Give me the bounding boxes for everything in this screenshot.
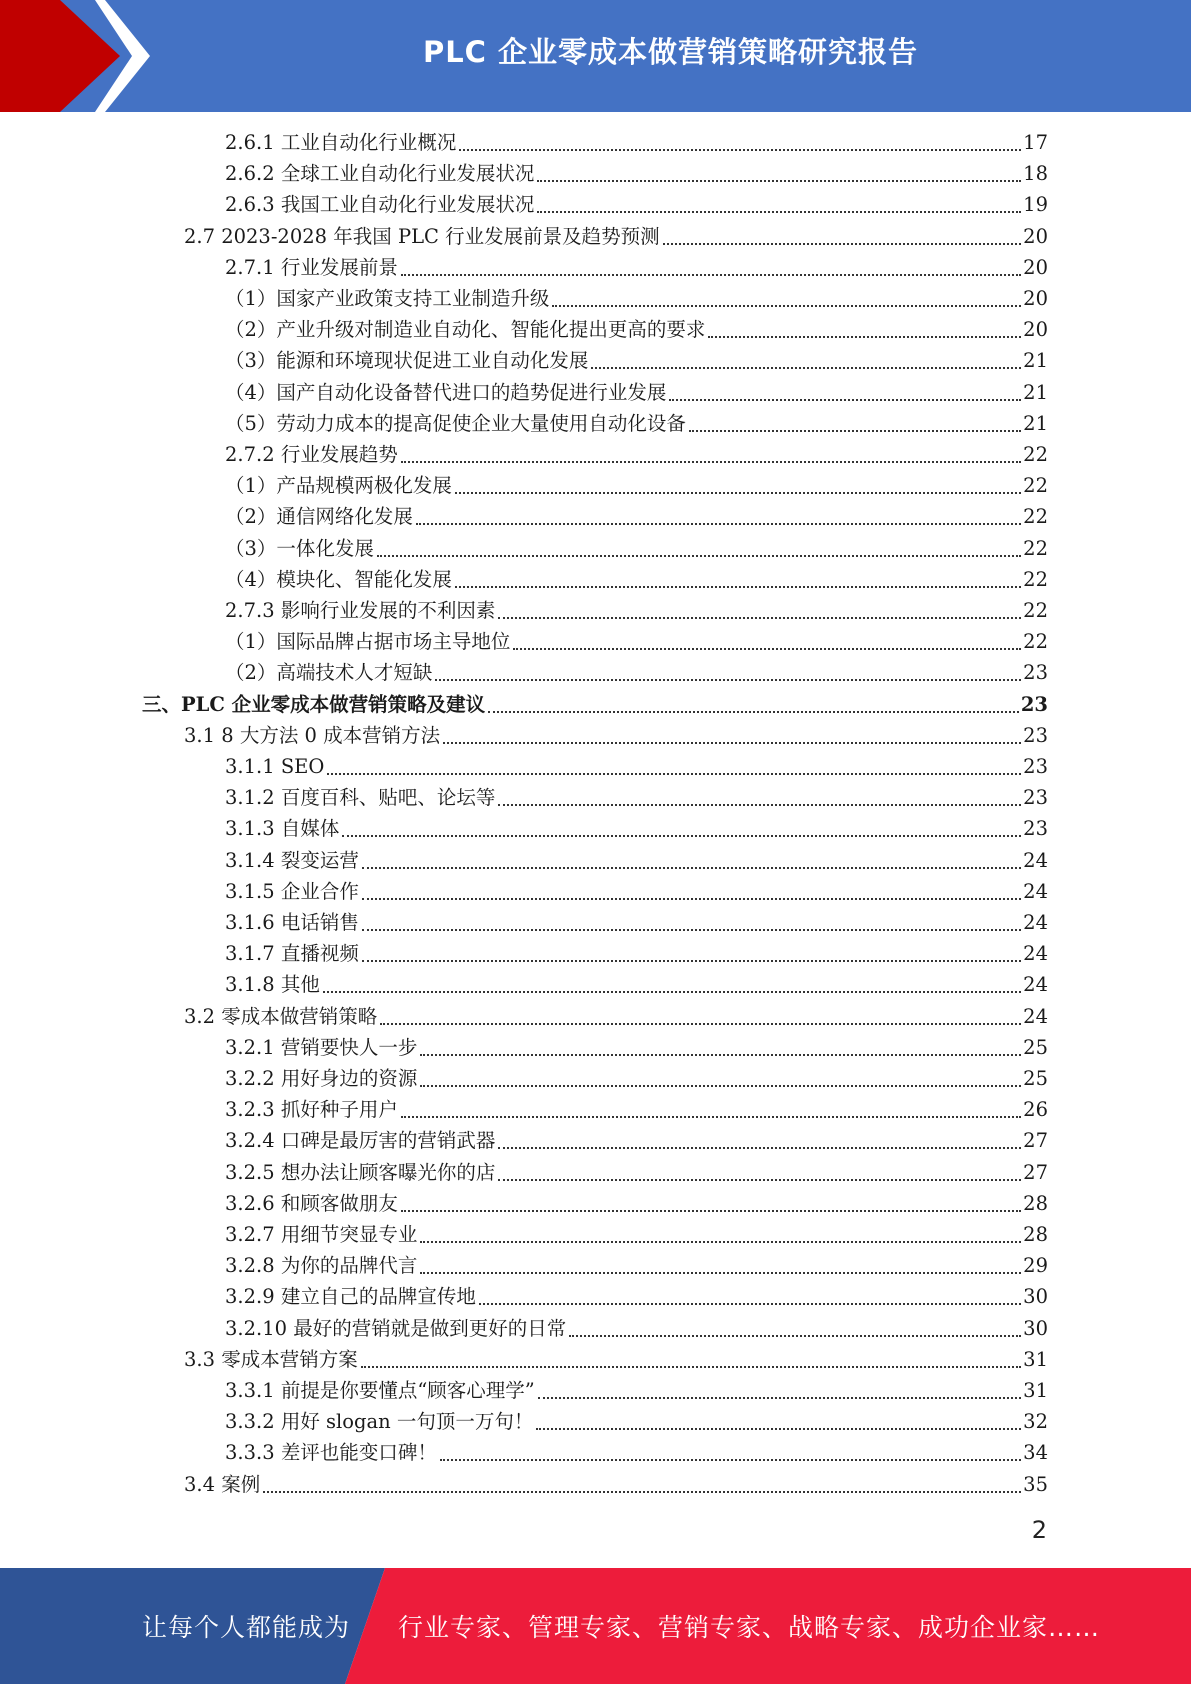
toc-dot-leader — [420, 1075, 1021, 1087]
toc-entry-title: 3.2 零成本做营销策略 — [184, 1004, 378, 1028]
toc-dot-leader — [420, 1044, 1021, 1056]
toc-entry-title: （2）高端技术人才短缺 — [225, 661, 433, 685]
toc-dot-leader — [362, 857, 1021, 869]
toc-dot-leader — [663, 233, 1022, 245]
toc-entry-page: 34 — [1023, 1441, 1048, 1465]
toc-entry-page: 20 — [1023, 255, 1048, 279]
toc-entry-title: 2.7.1 行业发展前景 — [225, 255, 398, 279]
toc-entry-page: 18 — [1023, 162, 1048, 186]
toc-entry[interactable] — [184, 721, 1048, 751]
toc-entry-title: 3.2.7 用细节突显专业 — [225, 1223, 418, 1246]
toc-entry-page: 25 — [1023, 1067, 1048, 1090]
toc-entry-title: 3.1.1 SEO — [225, 755, 325, 778]
toc-entry-title: 3.1.4 裂变运营 — [225, 848, 359, 872]
toc-entry[interactable] — [225, 409, 1048, 439]
toc-entry-title: （4）模块化、智能化发展 — [225, 567, 452, 591]
toc-entry-page: 24 — [1023, 911, 1048, 934]
toc-entry-title: 3.1.5 企业合作 — [225, 879, 359, 903]
toc-dot-leader — [401, 1106, 1021, 1118]
toc-entry-title: 2.6.1 工业自动化行业概况 — [225, 131, 457, 154]
toc-dot-leader — [459, 139, 1021, 151]
toc-entry-page: 24 — [1023, 879, 1048, 903]
toc-dot-leader — [569, 1325, 1021, 1337]
toc-dot-leader — [537, 201, 1021, 213]
toc-dot-leader — [498, 1137, 1021, 1149]
toc-dot-leader — [362, 888, 1021, 900]
toc-entry-page: 17 — [1023, 131, 1048, 154]
toc-entry-page: 22 — [1023, 474, 1048, 498]
footer-banner — [0, 1568, 1191, 1684]
toc-entry-title: （1）国际品牌占据市场主导地位 — [225, 630, 511, 654]
toc-dot-leader — [361, 1356, 1021, 1368]
toc-entry[interactable] — [225, 565, 1048, 595]
toc-entry-title: 3.2.9 建立自己的品牌宣传地 — [225, 1285, 476, 1309]
toc-entry-title: 3.1 8 大方法 0 成本营销方法 — [184, 723, 441, 747]
toc-dot-leader — [263, 1481, 1021, 1493]
toc-entry[interactable] — [225, 128, 1048, 158]
toc-entry-title: 3.1.2 百度百科、贴吧、论坛等 — [225, 786, 496, 810]
toc-entry-title: 2.7 2023-2028 年我国 PLC 行业发展前景及趋势预测 — [184, 224, 660, 248]
toc-entry-page: 31 — [1023, 1379, 1048, 1402]
toc-dot-leader — [420, 1262, 1021, 1274]
toc-entry[interactable] — [225, 502, 1048, 532]
toc-dot-leader — [420, 1231, 1021, 1243]
toc-entry-title: 3.1.8 其他 — [225, 973, 320, 997]
toc-dot-leader — [552, 295, 1021, 307]
toc-entry-title: （2）产业升级对制造业自动化、智能化提出更高的要求 — [225, 318, 706, 342]
toc-dot-leader — [591, 357, 1021, 369]
toc-entry-page: 20 — [1023, 318, 1048, 342]
footer-slogan-right: 行业专家、管理专家、营销专家、战略专家、成功企业家…… — [398, 1613, 1101, 1642]
toc-entry-page: 20 — [1023, 287, 1048, 310]
toc-entry[interactable] — [225, 908, 1048, 938]
toc-entry-title: 3.2.2 用好身边的资源 — [225, 1067, 418, 1090]
toc-entry[interactable] — [225, 284, 1048, 314]
toc-dot-leader — [401, 1200, 1021, 1212]
toc-entry[interactable] — [225, 534, 1048, 564]
toc-entry-title: 3.2.4 口碑是最厉害的营销武器 — [225, 1129, 496, 1153]
toc-dot-leader — [435, 669, 1021, 681]
toc-entry-title: 3.2.5 想办法让顾客曝光你的店 — [225, 1160, 496, 1184]
toc-entry-title: （3）一体化发展 — [225, 536, 374, 560]
toc-entry-title: （5）劳动力成本的提高促使企业大量使用自动化设备 — [225, 411, 686, 435]
toc-dot-leader — [362, 950, 1021, 962]
toc-entry[interactable] — [225, 159, 1048, 189]
toc-dot-leader — [669, 389, 1021, 401]
toc-dot-leader — [440, 1449, 1021, 1461]
toc-entry[interactable] — [225, 346, 1048, 376]
toc-entry[interactable] — [225, 970, 1048, 1000]
toc-entry-title: （3）能源和环境现状促进工业自动化发展 — [225, 349, 589, 373]
toc-dot-leader — [498, 1169, 1021, 1181]
toc-entry[interactable] — [225, 1220, 1048, 1250]
toc-entry[interactable] — [184, 1470, 1048, 1500]
toc-entry[interactable] — [225, 1095, 1048, 1125]
toc-entry-page: 21 — [1023, 380, 1048, 404]
toc-entry-title: 3.3.1 前提是你要懂点“顾客心理学” — [225, 1379, 535, 1402]
toc-entry-title: 3.3.2 用好 slogan 一句顶一万句！ — [225, 1410, 534, 1434]
toc-entry-title: （2）通信网络化发展 — [225, 505, 413, 529]
toc-entry-title: 3.1.7 直播视频 — [225, 942, 359, 966]
toc-dot-leader — [498, 607, 1021, 619]
toc-entry-title: 3.4 案例 — [184, 1472, 261, 1496]
toc-entry[interactable] — [225, 1189, 1048, 1219]
toc-entry[interactable] — [225, 752, 1048, 782]
toc-entry[interactable] — [225, 1376, 1048, 1406]
header-red-chevron — [0, 0, 120, 112]
toc-dot-leader — [380, 1013, 1021, 1025]
toc-entry[interactable] — [142, 690, 1048, 720]
toc-entry-page: 21 — [1023, 349, 1048, 373]
toc-dot-leader — [362, 919, 1021, 931]
toc-entry[interactable] — [225, 939, 1048, 969]
toc-entry-page: 24 — [1023, 973, 1048, 997]
toc-dot-leader — [708, 326, 1021, 338]
toc-dot-leader — [513, 638, 1021, 650]
toc-entry[interactable] — [225, 1126, 1048, 1156]
toc-entry-page: 28 — [1023, 1191, 1048, 1215]
toc-entry-page: 23 — [1023, 755, 1048, 778]
toc-entry-page: 28 — [1023, 1223, 1048, 1246]
toc-entry-page: 31 — [1023, 1347, 1048, 1371]
toc-entry-page: 19 — [1023, 193, 1048, 217]
toc-entry[interactable] — [225, 1407, 1048, 1437]
toc-entry-title: 3.2.10 最好的营销就是做到更好的日常 — [225, 1316, 567, 1340]
page-number: 2 — [1031, 1516, 1047, 1544]
toc-entry[interactable] — [225, 1438, 1048, 1468]
toc-dot-leader — [327, 763, 1021, 775]
toc-dot-leader — [401, 451, 1021, 463]
toc-dot-leader — [323, 981, 1021, 993]
toc-entry-page: 22 — [1023, 630, 1048, 654]
toc-entry-page: 32 — [1023, 1410, 1048, 1434]
toc-entry-page: 30 — [1023, 1316, 1048, 1340]
toc-entry-page: 23 — [1023, 661, 1048, 685]
toc-entry[interactable] — [225, 1064, 1048, 1094]
toc-entry[interactable] — [225, 1282, 1048, 1312]
toc-entry-page: 21 — [1023, 411, 1048, 435]
toc-entry-page: 23 — [1020, 692, 1048, 716]
toc-entry-title: （4）国产自动化设备替代进口的趋势促进行业发展 — [225, 380, 667, 404]
toc-entry-title: 3.1.3 自媒体 — [225, 817, 340, 841]
toc-entry-page: 30 — [1023, 1285, 1048, 1309]
toc-entry-page: 27 — [1023, 1160, 1048, 1184]
toc-entry-page: 29 — [1023, 1254, 1048, 1278]
toc-entry-title: 3.2.3 抓好种子用户 — [225, 1098, 398, 1122]
toc-dot-leader — [416, 513, 1021, 525]
toc-dot-leader — [537, 170, 1021, 182]
toc-entry[interactable] — [225, 658, 1048, 688]
toc-entry-page: 27 — [1023, 1129, 1048, 1153]
toc-entry[interactable] — [225, 1251, 1048, 1281]
toc-dot-leader — [455, 576, 1021, 588]
toc-entry[interactable] — [225, 378, 1048, 408]
toc-entry[interactable] — [225, 627, 1048, 657]
toc-entry[interactable] — [225, 1033, 1048, 1063]
toc-entry-title: 2.7.2 行业发展趋势 — [225, 443, 398, 466]
toc-entry-page: 25 — [1023, 1035, 1048, 1059]
toc-dot-leader — [342, 825, 1021, 837]
toc-dot-leader — [488, 701, 1019, 713]
toc-dot-leader — [536, 1418, 1021, 1430]
toc-entry[interactable] — [225, 596, 1048, 626]
toc-entry[interactable] — [184, 1345, 1048, 1375]
toc-entry-title: （1）国家产业政策支持工业制造升级 — [225, 287, 550, 310]
toc-dot-leader — [498, 794, 1021, 806]
toc-entry-title: 2.6.2 全球工业自动化行业发展状况 — [225, 162, 535, 186]
footer-slogan-left: 让每个人都能成为 — [142, 1613, 351, 1642]
toc-entry-page: 22 — [1023, 536, 1048, 560]
toc-entry[interactable] — [225, 440, 1048, 470]
toc-dot-leader — [479, 1293, 1021, 1305]
toc-entry-page: 24 — [1023, 942, 1048, 966]
toc-entry-page: 22 — [1023, 505, 1048, 529]
toc-dot-leader — [538, 1387, 1021, 1399]
document-title: PLC 企业零成本做营销策略研究报告 — [422, 35, 919, 69]
toc-entry-title: 3.3 零成本营销方案 — [184, 1347, 358, 1371]
header-banner — [0, 0, 1191, 112]
toc-entry-page: 20 — [1023, 224, 1048, 248]
toc-entry[interactable] — [225, 814, 1048, 844]
toc-entry[interactable] — [225, 190, 1048, 220]
toc-entry-page: 22 — [1023, 567, 1048, 591]
toc-entry-page: 26 — [1023, 1098, 1048, 1122]
toc-dot-leader — [443, 732, 1021, 744]
toc-dot-leader — [455, 482, 1021, 494]
toc-entry-page: 23 — [1023, 786, 1048, 810]
toc-entry-title: 2.7.3 影响行业发展的不利因素 — [225, 599, 496, 622]
toc-entry[interactable] — [225, 877, 1048, 907]
toc-dot-leader — [401, 264, 1021, 276]
toc-entry[interactable] — [184, 1002, 1048, 1032]
toc-entry-title: 3.2.1 营销要快人一步 — [225, 1035, 418, 1059]
toc-dot-leader — [689, 420, 1021, 432]
toc-entry[interactable] — [225, 1314, 1048, 1344]
toc-entry-page: 24 — [1023, 848, 1048, 872]
toc-entry[interactable] — [225, 846, 1048, 876]
toc-entry-title: 3.2.8 为你的品牌代言 — [225, 1254, 418, 1278]
toc-entry-page: 23 — [1023, 723, 1048, 747]
toc-entry-title: 3.1.6 电话销售 — [225, 911, 359, 934]
toc-entry-page: 22 — [1023, 443, 1048, 466]
toc-entry-title: 3.3.3 差评也能变口碑！ — [225, 1441, 437, 1465]
toc-entry[interactable] — [184, 222, 1048, 252]
toc-entry[interactable] — [225, 783, 1048, 813]
toc-entry-page: 24 — [1023, 1004, 1048, 1028]
toc-entry-title: 三、PLC 企业零成本做营销策略及建议 — [142, 692, 486, 716]
toc-entry-title: （1）产品规模两极化发展 — [225, 474, 452, 498]
toc-entry[interactable] — [225, 253, 1048, 283]
toc-entry[interactable] — [225, 1158, 1048, 1188]
toc-entry-page: 35 — [1023, 1472, 1048, 1496]
toc-entry-page: 22 — [1023, 599, 1048, 622]
toc-dot-leader — [377, 545, 1021, 557]
toc-entry[interactable] — [225, 315, 1048, 345]
toc-entry-title: 3.2.6 和顾客做朋友 — [225, 1191, 398, 1215]
toc-entry[interactable] — [225, 471, 1048, 501]
toc-entry-page: 23 — [1023, 817, 1048, 841]
toc-entry-title: 2.6.3 我国工业自动化行业发展状况 — [225, 193, 535, 217]
